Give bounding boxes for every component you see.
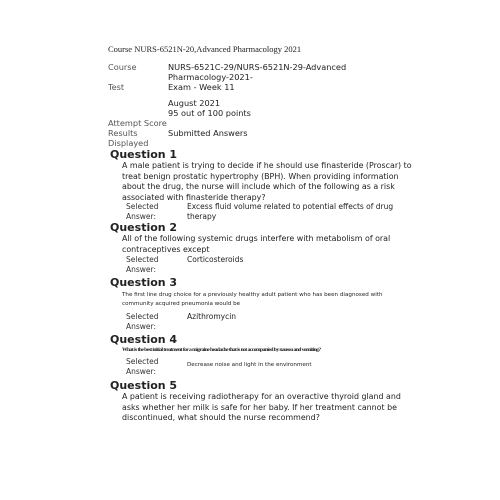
exam-metadata <box>108 62 408 148</box>
results-value: Submitted Answers <box>168 128 248 138</box>
course-value: NURS-6521C-29/NURS-6521N-29-Advanced Pharmacology-2021- <box>168 62 347 82</box>
test-label: Test <box>108 82 125 92</box>
test-row <box>108 82 408 92</box>
question-2-text: All of the following systemic drugs interfere with metabolism of oral contraceptives except <box>122 234 391 254</box>
question-4-text: What is the best initial treatment for a migraine headache that is not accompanied by nausea and vomiting? <box>122 347 321 353</box>
score-row <box>108 108 408 118</box>
question-4-selected-answer: Decrease noise and light in the environment <box>187 362 312 368</box>
question-3-text: The first line drug choice for a previously healthy adult patient who has been diagnosed with community acquired pneumonia would be <box>122 292 383 307</box>
attempt-row <box>108 118 408 128</box>
question-2-heading: Question 2 <box>110 221 178 234</box>
question-2-answer-label: Selected Answer: <box>126 255 159 274</box>
question-5-heading: Question 5 <box>110 379 178 392</box>
test-value: Exam - Week 11 <box>168 82 235 92</box>
question-1-selected-answer: Excess fluid volume related to potential effects of drug therapy <box>187 202 394 221</box>
course-label: Course <box>108 62 137 72</box>
question-4-answer-label: Selected Answer: <box>126 357 159 376</box>
question-3-answer-label: Selected Answer: <box>126 312 159 331</box>
course-row <box>108 62 408 82</box>
question-4-heading: Question 4 <box>110 333 178 346</box>
exam-date: August 2021 <box>168 98 221 108</box>
score-value: 95 out of 100 points <box>168 108 251 118</box>
question-1-text: A male patient is trying to decide if he should use finasteride (Proscar) to treat benign prostatic hypertrophy (BPH). When providing information about the drug, the nurse will include which of the following as a risk associated with finasteride therapy? <box>122 161 412 202</box>
question-5-text: A patient is receiving radiotherapy for an overactive thyroid gland and asks whether her milk is safe for her baby. If her treatment cannot be discontinued, what should the nurse recommend? <box>122 392 401 423</box>
question-2-selected-answer: Corticosteroids <box>187 255 244 264</box>
attempt-score-label: Attempt Score <box>108 118 167 128</box>
question-3-selected-answer: Azithromycin <box>187 312 237 321</box>
results-row <box>108 128 408 148</box>
results-label: Results Displayed <box>108 128 149 148</box>
document-header: Course NURS-6521N-20,Advanced Pharmacology 2021 <box>108 44 302 54</box>
question-1-answer-label: Selected Answer: <box>126 202 159 221</box>
date-row <box>108 98 408 108</box>
question-1-heading: Question 1 <box>110 148 178 161</box>
question-3-heading: Question 3 <box>110 276 178 289</box>
